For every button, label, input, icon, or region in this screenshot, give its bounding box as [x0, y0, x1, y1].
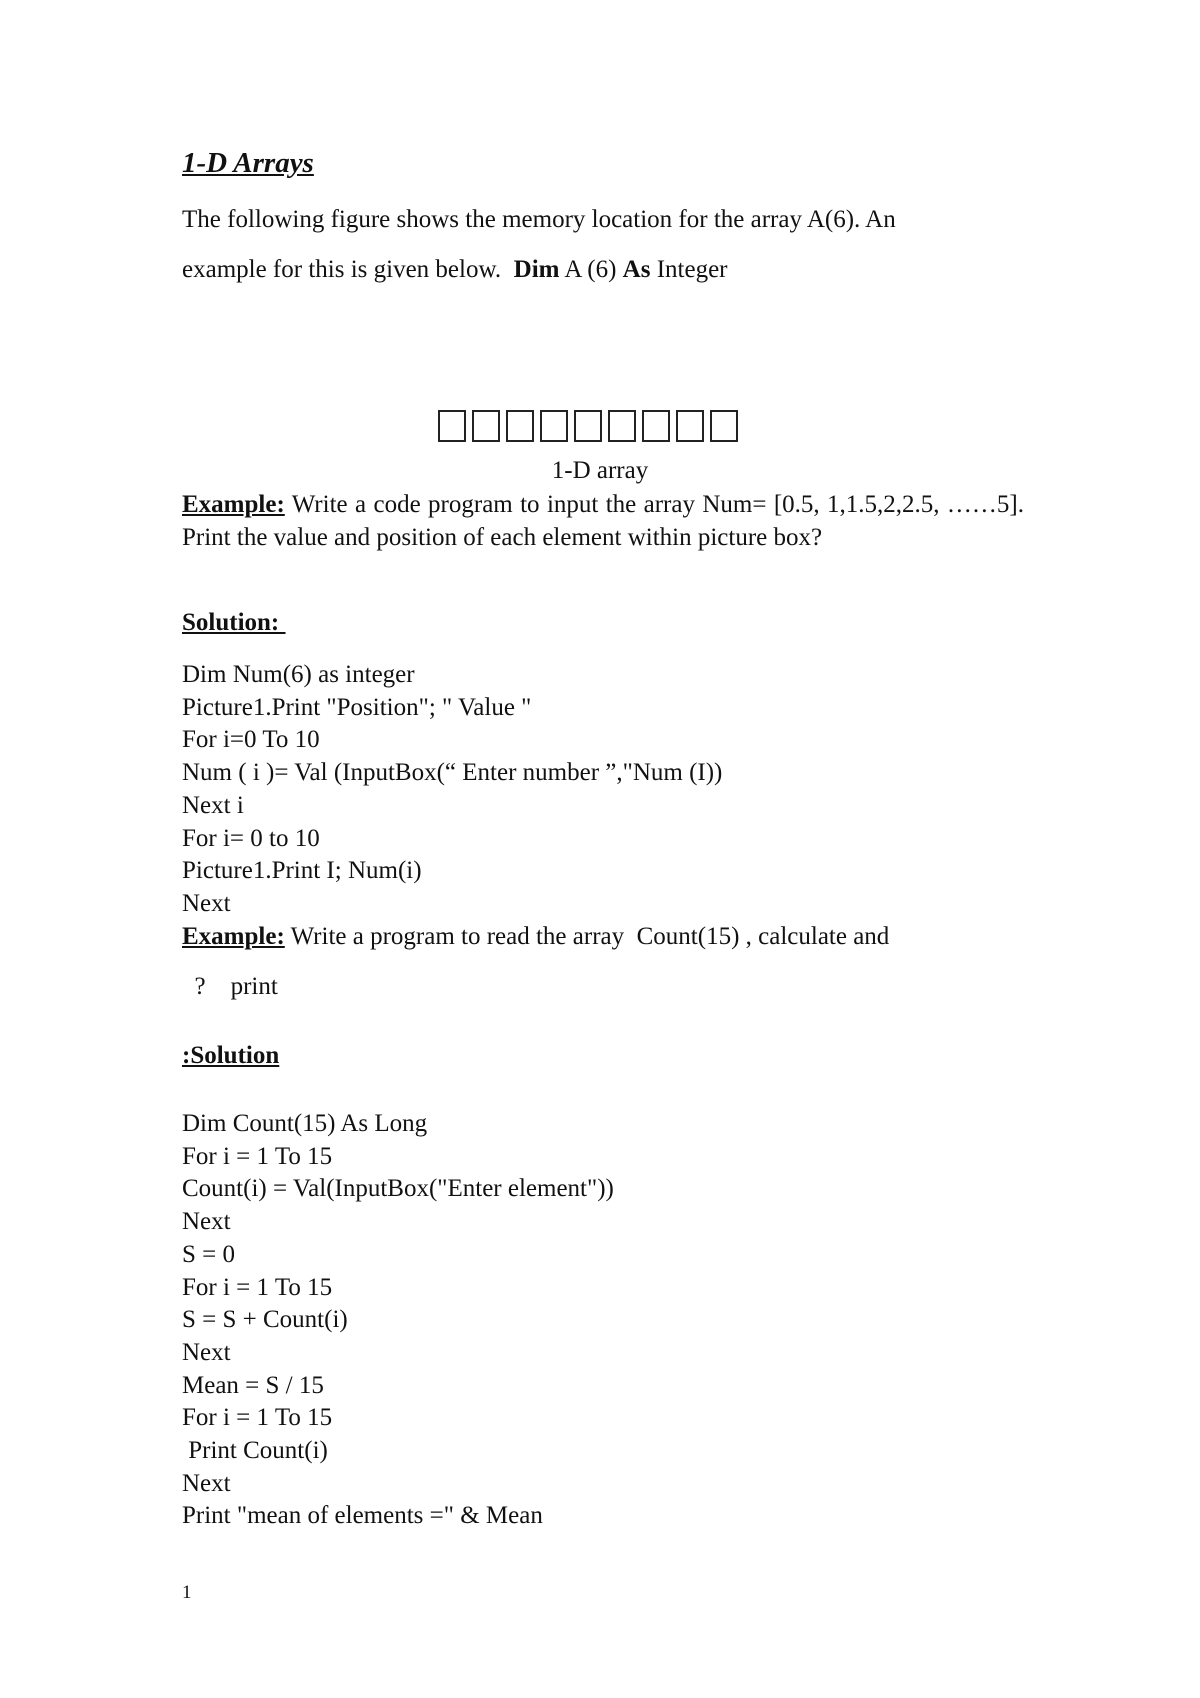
- code-line: For i=0 To 10: [182, 726, 320, 754]
- code-line: For i = 1 To 15: [182, 1273, 333, 1301]
- intro-text-mid: A (6): [559, 256, 623, 283]
- example-2-label: Example:: [182, 923, 285, 950]
- array-cell-box: [438, 410, 466, 442]
- code-line: Mean = S / 15: [182, 1371, 324, 1399]
- array-cell-box: [710, 410, 738, 442]
- example-1-text: Write a code program to input the array Num= [0.5, 1,1.5,2,2.5, ……5]. Print the value and position of each element within picture box?: [182, 491, 1024, 551]
- code-line: Num ( i )= Val (InputBox(“ Enter number ”,"Num (I)): [182, 759, 723, 787]
- code-line: Count(i) = Val(InputBox("Enter element")): [182, 1175, 614, 1203]
- example-1-label: Example:: [182, 491, 285, 518]
- example-2-text: Write a program to read the array Count(15) , calculate and: [284, 923, 890, 950]
- code-line: Next i: [182, 791, 244, 819]
- array-cell-box: [472, 410, 500, 442]
- code-line: Print "mean of elements =" & Mean: [182, 1502, 543, 1530]
- code-line: Next: [182, 889, 231, 917]
- as-keyword: As: [622, 256, 651, 283]
- array-memory-figure: [438, 410, 738, 442]
- code-line: Next: [182, 1208, 231, 1236]
- code-line: S = 0: [182, 1240, 236, 1268]
- solution-1-label: Solution:: [182, 609, 286, 636]
- solution-2-label: :Solution: [182, 1042, 280, 1069]
- code-line: For i = 1 To 15: [182, 1404, 333, 1432]
- array-cell-box: [574, 410, 602, 442]
- intro-text-end: Integer: [650, 256, 728, 283]
- array-cell-box: [608, 410, 636, 442]
- intro-line-1: The following figure shows the memory location for the array A(6). An: [182, 206, 896, 233]
- code-line: Picture1.Print I; Num(i): [182, 857, 422, 885]
- intro-text: example for this is given below.: [182, 256, 514, 283]
- code-line: For i= 0 to 10: [182, 824, 320, 852]
- array-cell-box: [506, 410, 534, 442]
- page-number: 1: [182, 1582, 192, 1603]
- intro-line-2: [182, 255, 728, 285]
- code-line: Dim Num(6) as integer: [182, 661, 415, 688]
- array-cell-box: [540, 410, 568, 442]
- page-title: 1-D Arrays: [182, 147, 314, 179]
- code-line: Picture1.Print "Position"; " Value ": [182, 693, 532, 721]
- example-2-line-2: ? print: [182, 973, 278, 1000]
- dim-keyword: Dim: [513, 256, 560, 283]
- figure-caption: 1-D array: [551, 457, 649, 484]
- code-line: Next: [182, 1469, 231, 1497]
- code-line: For i = 1 To 15: [182, 1142, 333, 1170]
- code-line: Next: [182, 1338, 231, 1366]
- array-cell-box: [676, 410, 704, 442]
- code-line: Dim Count(15) As Long: [182, 1110, 428, 1137]
- example-1-paragraph: [182, 488, 1024, 554]
- example-2-line: [182, 922, 889, 952]
- code-line: Print Count(i): [182, 1437, 328, 1464]
- array-cell-box: [642, 410, 670, 442]
- code-line: S = S + Count(i): [182, 1306, 348, 1334]
